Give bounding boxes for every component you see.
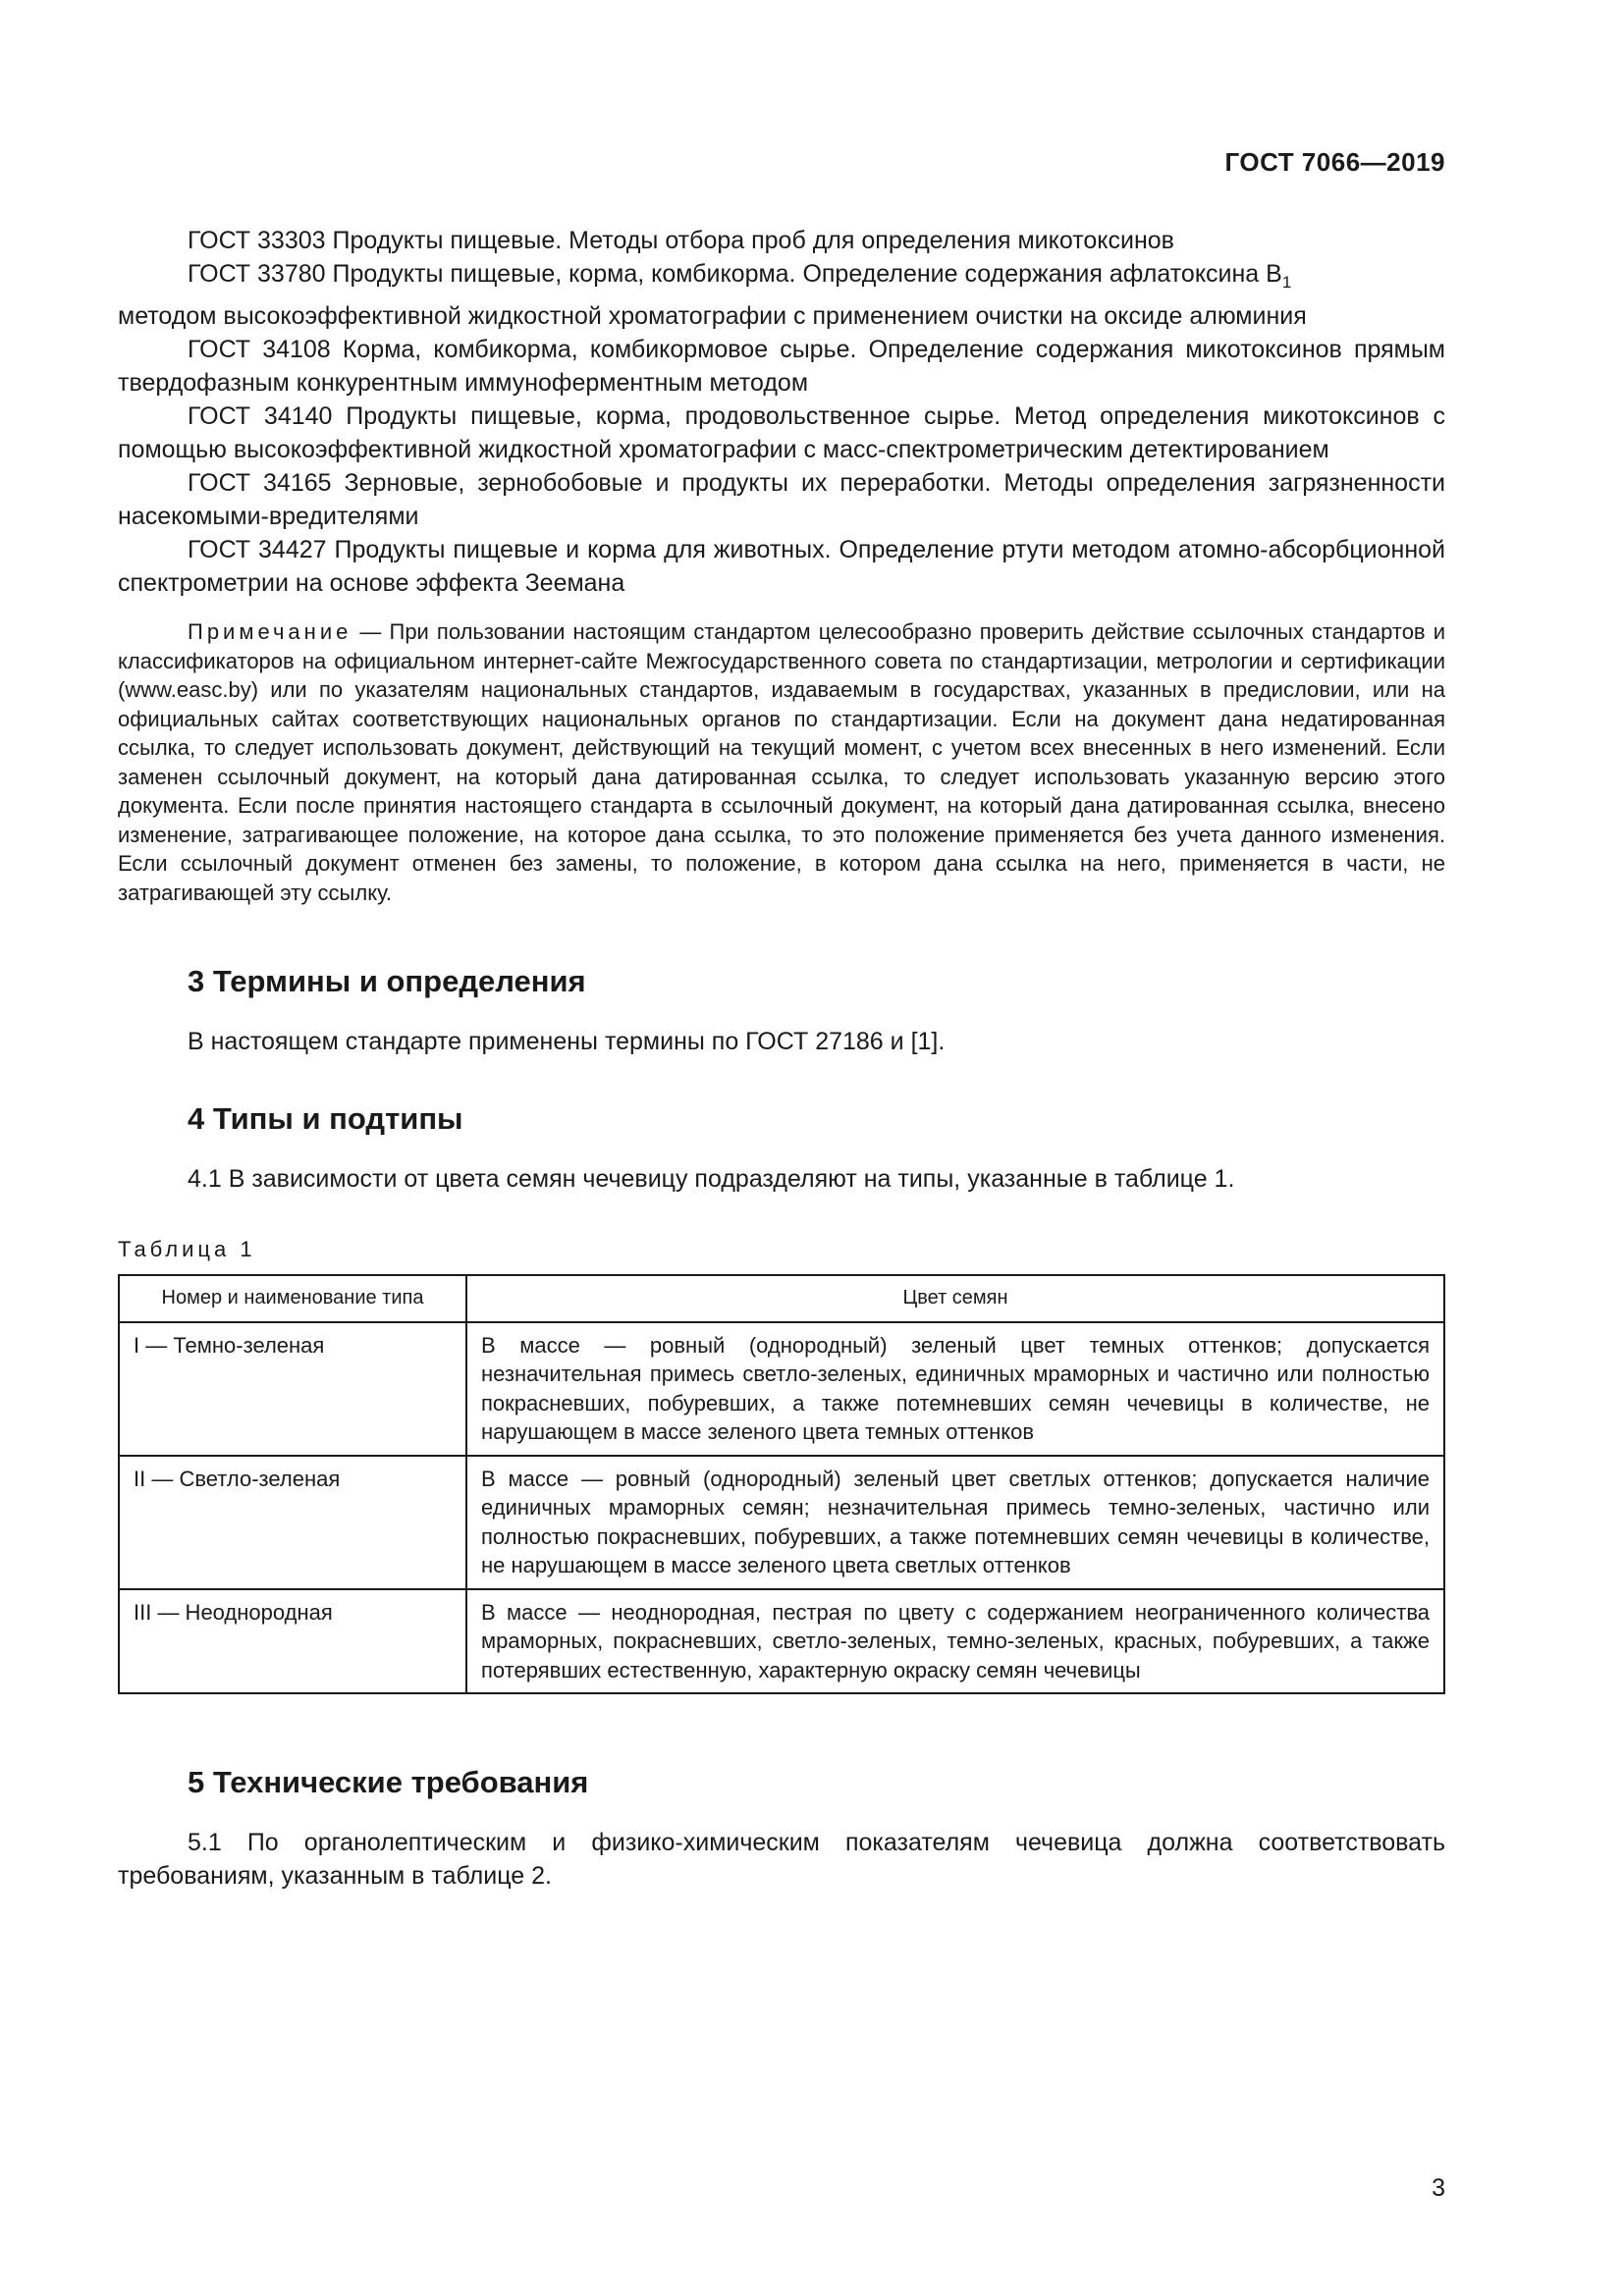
reference-item: ГОСТ 34140 Продукты пищевые, корма, продовольственное сырье. Метод определения микотоксинов с помощью высокоэффективной жидкостной хроматографии с масс-спектрометрическим детектированием — [118, 402, 1445, 463]
table-header-type: Номер и наименование типа — [119, 1275, 466, 1322]
section-4-text: 4.1 В зависимости от цвета семян чечевицу подразделяют на типы, указанные в таблице 1. — [188, 1165, 1235, 1193]
table-row — [119, 1456, 1444, 1589]
reference-item-continuation: методом высокоэффективной жидкостной хроматографии с применением очистки на оксиде алюминия — [118, 302, 1307, 330]
reference-subscript: 1 — [1281, 273, 1292, 292]
table-cell-color: В массе — неоднородная, пестрая по цвету с содержанием неограниченного количества мраморных, покрасневших, светло-зеленых, темно-зеленых, красных, побуревших, а также потерявших естественную, характерную окраску семян чечевицы — [466, 1589, 1444, 1694]
table-row — [119, 1322, 1444, 1456]
reference-item: ГОСТ 34165 Зерновые, зернобобовые и продукты их переработки. Методы определения загрязненности насекомыми-вредителями — [118, 469, 1445, 530]
section-3-text: В настоящем стандарте применены термины по ГОСТ 27186 и [1]. — [188, 1028, 946, 1055]
reference-item: ГОСТ 34427 Продукты пищевые и корма для животных. Определение ртути методом атомно-абсорбционной спектрометрии на основе эффекта Зеемана — [118, 536, 1445, 597]
table-row — [119, 1589, 1444, 1694]
page-content — [118, 224, 1445, 1893]
table-cell-color: В массе — ровный (однородный) зеленый цвет темных оттенков; допускается незначительная примесь светло-зеленых, единичных мраморных и частично или полностью покрасневших, побуревших, а также потемневших семян чечевицы в количестве, не нарушающем в массе зеленого цвета темных оттенков — [466, 1322, 1444, 1456]
table-1 — [118, 1274, 1445, 1694]
section-3-heading: 3 Термины и определения — [188, 964, 586, 998]
table-cell-type: II — Светло-зеленая — [119, 1456, 466, 1589]
normative-references-list — [118, 224, 1445, 600]
section-4-heading: 4 Типы и подтипы — [188, 1101, 463, 1136]
table-cell-type: I — Темно-зеленая — [119, 1322, 466, 1456]
reference-item: ГОСТ 33303 Продукты пищевые. Методы отбора проб для определения микотоксинов — [188, 227, 1174, 254]
table-header-color: Цвет семян — [466, 1275, 1444, 1322]
table-1-caption: Таблица 1 — [118, 1237, 256, 1261]
table-cell-color: В массе — ровный (однородный) зеленый цвет светлых оттенков; допускается наличие единичных мраморных семян; незначительная примесь темно-зеленых, частично или полностью покрасневших, побуревших, а также потемневших семян чечевицы в количестве, не нарушающем в массе зеленого цвета светлых оттенков — [466, 1456, 1444, 1589]
table-cell-type: III — Неоднородная — [119, 1589, 466, 1694]
section-5-text: 5.1 По органолептическим и физико-химическим показателям чечевица должна соответствовать требованиям, указанным в таблице 2. — [118, 1829, 1445, 1890]
reference-item — [118, 257, 1445, 299]
section-5-heading: 5 Технические требования — [188, 1765, 589, 1799]
page-number: 3 — [1432, 2174, 1445, 2202]
note-paragraph — [118, 617, 1445, 907]
table-header-row — [119, 1275, 1444, 1322]
reference-item-text: ГОСТ 33780 Продукты пищевые, корма, комбикорма. Определение содержания афлатоксина B — [188, 260, 1282, 288]
note-label: Примечание — [188, 619, 352, 644]
document-code-header: ГОСТ 7066—2019 — [1224, 147, 1445, 177]
note-text: — При пользовании настоящим стандартом целесообразно проверить действие ссылочных стандартов и классификаторов на официальном интернет-сайте Межгосударственного совета по стандартизации, метрологии и сертификации (www.easc.by) или по указателям национальных стандартов, издаваемым в государствах, указанных в предисловии, или на официальных сайтах соответствующих национальных органов по стандартизации. Если на документ дана недатированная ссылка, то следует использовать документ, действующий на текущий момент, с учетом всех внесенных в него изменений. Если заменен ссылочный документ, на который дана датированная ссылка, то следует использовать указанную версию этого документа. Если после принятия настоящего стандарта в ссылочный документ, на который дана датированная ссылка, внесено изменение, затрагивающее положение, на которое дана ссылка, то это положение применяется без учета данного изменения. Если ссылочный документ отменен без замены, то положение, в котором дана ссылка на него, применяется в части, не затрагивающей эту ссылку. — [118, 619, 1445, 905]
reference-item: ГОСТ 34108 Корма, комбикорма, комбикормовое сырье. Определение содержания микотоксинов прямым твердофазным конкурентным иммуноферментным методом — [118, 336, 1445, 397]
